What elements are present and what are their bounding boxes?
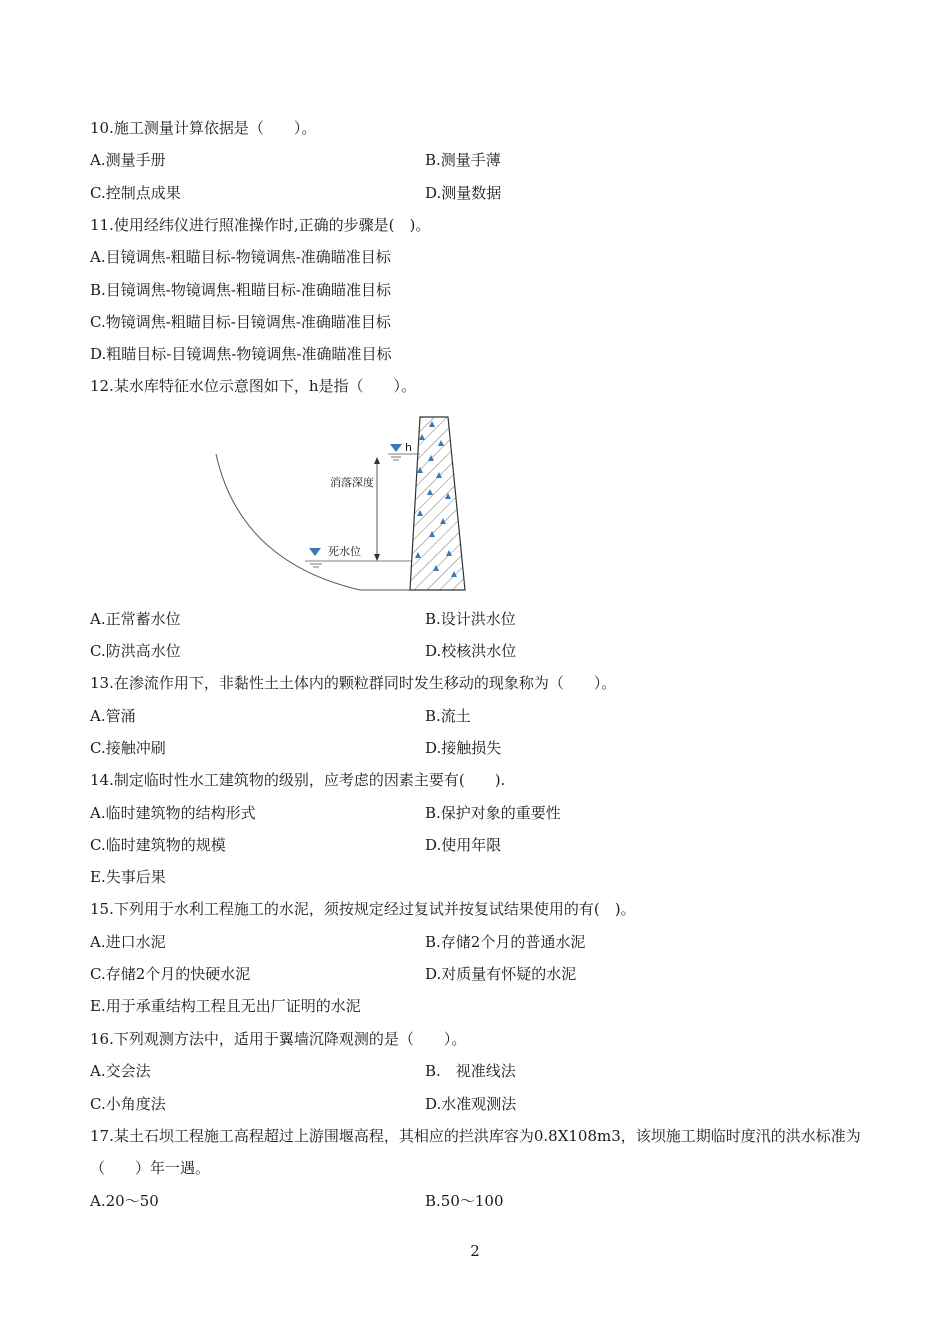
- q17-option-b: B.50～100: [425, 1192, 504, 1210]
- q12-option-d: D.校核洪水位: [425, 642, 517, 660]
- q17-option-a: A.20～50: [90, 1192, 159, 1210]
- q13-option-d: D.接触损失: [425, 739, 502, 757]
- q14-option-e: E.失事后果: [90, 868, 166, 886]
- dead-level-marker: [309, 548, 321, 556]
- question-10-stem: 10.施工测量计算依据是（ ）。: [90, 119, 317, 137]
- q13-option-b: B.流土: [425, 707, 471, 725]
- q13-option-a: A.管涌: [90, 707, 136, 725]
- question-16-stem: 16.下列观测方法中，适用于翼墙沉降观测的是（ ）。: [90, 1030, 467, 1048]
- q11-option-b: B.目镜调焦-物镜调焦-粗瞄目标-准确瞄准目标: [90, 281, 391, 299]
- q15-option-c: C.存储2个月的快硬水泥: [90, 965, 251, 983]
- q10-option-d: D.测量数据: [425, 184, 502, 202]
- q15-option-e: E.用于承重结构工程且无出厂证明的水泥: [90, 997, 361, 1015]
- q16-option-d: D.水准观测法: [425, 1095, 517, 1113]
- q16-option-a: A.交会法: [90, 1062, 151, 1080]
- q10-option-a: A.测量手册: [90, 151, 166, 169]
- page-number: 2: [470, 1242, 480, 1260]
- q11-option-c: C.物镜调焦-粗瞄目标-目镜调焦-准确瞄准目标: [90, 313, 391, 331]
- dam-body: [410, 417, 465, 590]
- h-label: h: [405, 441, 412, 454]
- q15-option-b: B.存储2个月的普通水泥: [425, 933, 586, 951]
- q14-option-a: A.临时建筑物的结构形式: [90, 804, 256, 822]
- q12-option-b: B.设计洪水位: [425, 610, 516, 628]
- q11-option-a: A.目镜调焦-粗瞄目标-物镜调焦-准确瞄准目标: [90, 248, 391, 266]
- q15-option-d: D.对质量有怀疑的水泥: [425, 965, 577, 983]
- question-11-stem: 11.使用经纬仪进行照准操作时,正确的步骤是( )。: [90, 216, 431, 234]
- reservoir-water-level-diagram: [210, 412, 480, 596]
- question-17-stem: 17.某土石坝工程施工高程超过上游围堰高程，其相应的拦洪库容为0.8X108m3，该坝施工期临时度汛的洪水标准为（ ）年一遇。: [90, 1127, 861, 1177]
- drawdown-depth-label: 消落深度: [330, 476, 374, 489]
- q10-option-c: C.控制点成果: [90, 184, 181, 202]
- question-12-stem: 12.某水库特征水位示意图如下，h是指（ ）。: [90, 377, 417, 395]
- question-15-stem: 15.下列用于水利工程施工的水泥，须按规定经过复试并按复试结果使用的有( )。: [90, 900, 636, 918]
- dead-level-label: 死水位: [328, 545, 361, 558]
- q10-option-b: B.测量手薄: [425, 151, 501, 169]
- question-14-stem: 14.制定临时性水工建筑物的级别，应考虑的因素主要有( ).: [90, 771, 506, 789]
- reservoir-bank-curve: [216, 454, 360, 590]
- q15-option-a: A.进口水泥: [90, 933, 166, 951]
- q14-option-b: B.保护对象的重要性: [425, 804, 561, 822]
- q11-option-d: D.粗瞄目标-目镜调焦-物镜调焦-准确瞄准目标: [90, 345, 392, 363]
- q12-option-c: C.防洪高水位: [90, 642, 181, 660]
- q13-option-c: C.接触冲刷: [90, 739, 166, 757]
- normal-level-marker: [390, 444, 402, 452]
- q16-option-b: B. 视准线法: [425, 1062, 516, 1080]
- q12-option-a: A.正常蓄水位: [90, 610, 181, 628]
- q14-option-d: D.使用年限: [425, 836, 502, 854]
- q16-option-c: C.小角度法: [90, 1095, 166, 1113]
- question-13-stem: 13.在渗流作用下，非黏性土土体内的颗粒群同时发生移动的现象称为（ ）。: [90, 674, 617, 692]
- q14-option-c: C.临时建筑物的规模: [90, 836, 226, 854]
